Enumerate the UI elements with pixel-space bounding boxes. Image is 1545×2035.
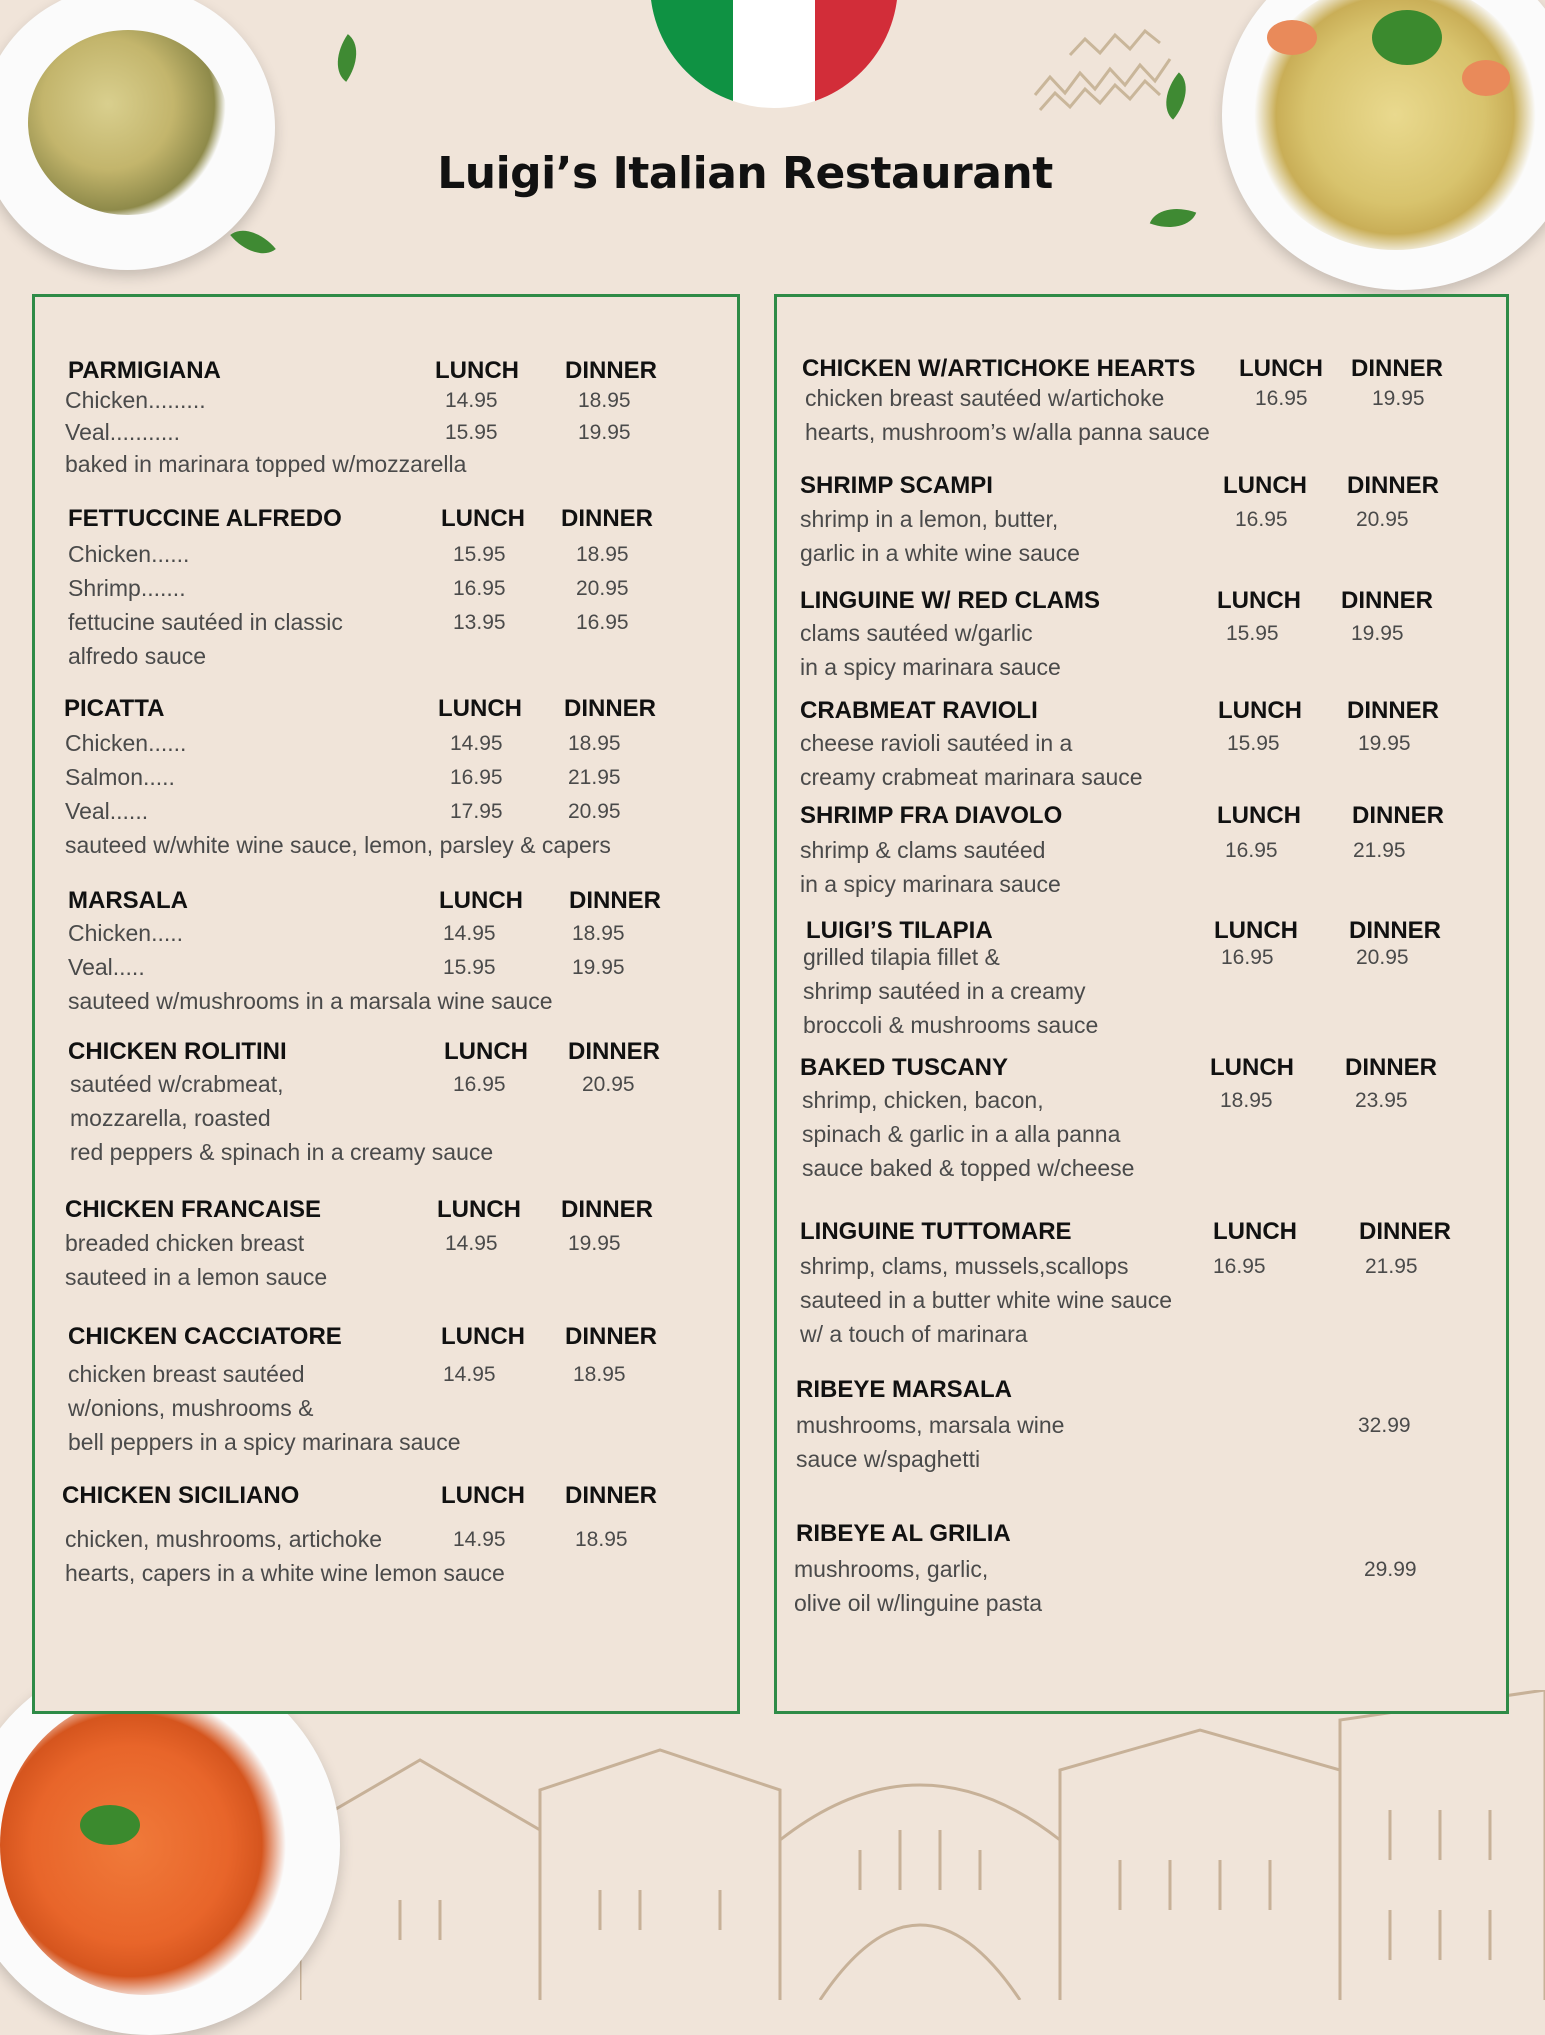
lunch-header: LUNCH xyxy=(1239,355,1323,382)
menu-item-description: sauce baked & topped w/cheese xyxy=(802,1155,1135,1181)
menu-item-label: Shrimp....... xyxy=(68,575,186,601)
dinner-header: DINNER xyxy=(1347,697,1440,724)
dinner-header: DINNER xyxy=(1352,802,1445,829)
menu-item-label: Salmon..... xyxy=(65,764,175,790)
menu-item-name: LINGUINE TUTTOMARE xyxy=(800,1218,1072,1245)
shrimp-food xyxy=(1267,20,1317,55)
menu-item-label: clams sautéed w/garlic xyxy=(800,620,1033,646)
menu-item-label: chicken, mushrooms, artichoke xyxy=(65,1526,383,1552)
dinner-price: 19.95 xyxy=(1351,622,1404,645)
lunch-price: 15.95 xyxy=(443,956,496,979)
dinner-price: 21.95 xyxy=(568,766,621,789)
menu-item-label: breaded chicken breast xyxy=(65,1230,305,1256)
leaf-decoration xyxy=(230,218,276,265)
menu-item-label: Chicken......... xyxy=(65,387,206,413)
lunch-price: 16.95 xyxy=(1213,1255,1266,1278)
menu-item-description: shrimp sautéed in a creamy xyxy=(803,978,1086,1004)
lunch-header: LUNCH xyxy=(1217,802,1301,829)
menu-item-label: chicken breast sautéed w/artichoke xyxy=(805,385,1165,411)
dinner-price: 18.95 xyxy=(568,732,621,755)
menu-item-name: PARMIGIANA xyxy=(68,357,221,384)
lunch-price: 18.95 xyxy=(1220,1089,1273,1112)
lunch-price: 16.95 xyxy=(450,766,503,789)
lunch-price: 16.95 xyxy=(453,1073,506,1096)
lunch-price: 16.95 xyxy=(1225,839,1278,862)
lunch-header: LUNCH xyxy=(441,1482,525,1509)
menu-item-label: Veal........... xyxy=(65,419,181,445)
dinner-price: 19.95 xyxy=(1372,387,1425,410)
menu-item-description: in a spicy marinara sauce xyxy=(800,654,1061,680)
dinner-header: DINNER xyxy=(1349,917,1442,944)
dinner-price: 19.95 xyxy=(568,1232,621,1255)
lunch-price: 15.95 xyxy=(453,543,506,566)
menu-item-label: shrimp, clams, mussels,scallops xyxy=(800,1253,1129,1279)
dinner-price: 16.95 xyxy=(576,611,629,634)
lunch-header: LUNCH xyxy=(441,505,525,532)
dinner-header: DINNER xyxy=(1351,355,1444,382)
menu-item-description: sauteed w/white wine sauce, lemon, parsley & capers xyxy=(65,832,611,858)
dinner-header: DINNER xyxy=(565,357,658,384)
lunch-price: 17.95 xyxy=(450,800,503,823)
restaurant-title: Luigi’s Italian Restaurant xyxy=(437,148,1053,199)
leaf-decoration xyxy=(325,34,369,82)
lunch-header: LUNCH xyxy=(444,1038,528,1065)
lunch-price: 16.95 xyxy=(1235,508,1288,531)
penne-food xyxy=(0,1695,290,1995)
flag-red-stripe xyxy=(815,0,898,108)
menu-item-description: sauteed in a lemon sauce xyxy=(65,1264,328,1290)
lunch-price: 14.95 xyxy=(443,922,496,945)
dinner-price: 19.95 xyxy=(572,956,625,979)
lunch-header: LUNCH xyxy=(441,1323,525,1350)
menu-item-name: RIBEYE MARSALA xyxy=(796,1376,1013,1403)
menu-item-label: Chicken...... xyxy=(65,730,187,756)
lunch-price: 15.95 xyxy=(1227,732,1280,755)
leaf-decoration xyxy=(1150,199,1196,237)
dinner-header: DINNER xyxy=(564,695,657,722)
menu-item-name: LUIGI’S TILAPIA xyxy=(806,917,993,944)
menu-item-name: MARSALA xyxy=(68,887,188,914)
lunch-header: LUNCH xyxy=(1213,1218,1297,1245)
menu-item-description: w/ a touch of marinara xyxy=(800,1321,1028,1347)
lunch-header: LUNCH xyxy=(1210,1054,1294,1081)
menu-item-name: CHICKEN SICILIANO xyxy=(62,1482,300,1509)
menu-item-description: alfredo sauce xyxy=(68,643,207,669)
menu-item-description: broccoli & mushrooms sauce xyxy=(803,1012,1099,1038)
menu-item-label: shrimp, chicken, bacon, xyxy=(802,1087,1044,1113)
menu-item-label: Veal...... xyxy=(65,798,149,824)
menu-item-name: SHRIMP FRA DIAVOLO xyxy=(800,802,1063,829)
lunch-header: LUNCH xyxy=(437,1196,521,1223)
menu-item-name: CHICKEN CACCIATORE xyxy=(68,1323,342,1350)
lunch-price: 16.95 xyxy=(1255,387,1308,410)
lunch-header: LUNCH xyxy=(435,357,519,384)
menu-item-label: Chicken..... xyxy=(68,920,184,946)
dinner-price: 18.95 xyxy=(572,922,625,945)
dinner-price: 32.99 xyxy=(1358,1414,1411,1437)
lunch-header: LUNCH xyxy=(1214,917,1298,944)
menu-item-name: PICATTA xyxy=(64,695,165,722)
lunch-price: 14.95 xyxy=(443,1363,496,1386)
dinner-header: DINNER xyxy=(561,505,654,532)
menu-item-description: olive oil w/linguine pasta xyxy=(794,1590,1043,1616)
lunch-price: 14.95 xyxy=(453,1528,506,1551)
basil-food xyxy=(80,1805,140,1845)
lunch-price: 13.95 xyxy=(453,611,506,634)
lunch-header: LUNCH xyxy=(438,695,522,722)
basil-food xyxy=(1372,10,1442,65)
menu-item-description: creamy crabmeat marinara sauce xyxy=(800,764,1143,790)
menu-item-label: sautéed w/crabmeat, xyxy=(70,1071,284,1097)
menu-item-description: w/onions, mushrooms & xyxy=(68,1395,314,1421)
dinner-header: DINNER xyxy=(568,1038,661,1065)
lunch-header: LUNCH xyxy=(1218,697,1302,724)
lunch-price: 14.95 xyxy=(445,389,498,412)
menu-item-description: bell peppers in a spicy marinara sauce xyxy=(68,1429,461,1455)
dinner-price: 18.95 xyxy=(573,1363,626,1386)
menu-item-name: CRABMEAT RAVIOLI xyxy=(800,697,1038,724)
dinner-price: 18.95 xyxy=(578,389,631,412)
dinner-price: 20.95 xyxy=(582,1073,635,1096)
menu-item-name: SHRIMP SCAMPI xyxy=(800,472,993,499)
menu-item-label: grilled tilapia fillet & xyxy=(803,944,1000,970)
menu-item-label: Veal..... xyxy=(68,954,145,980)
dinner-header: DINNER xyxy=(1347,472,1440,499)
menu-item-description: hearts, capers in a white wine lemon sauce xyxy=(65,1560,505,1586)
menu-panel-right xyxy=(774,294,1509,1714)
menu-item-name: BAKED TUSCANY xyxy=(800,1054,1009,1081)
menu-item-name: CHICKEN ROLITINI xyxy=(68,1038,287,1065)
menu-item-label: mushrooms, marsala wine xyxy=(796,1412,1065,1438)
menu-panel-left xyxy=(32,294,740,1714)
dinner-header: DINNER xyxy=(565,1323,658,1350)
lunch-header: LUNCH xyxy=(439,887,523,914)
lunch-price: 14.95 xyxy=(445,1232,498,1255)
lunch-price: 14.95 xyxy=(450,732,503,755)
menu-item-name: CHICKEN W/ARTICHOKE HEARTS xyxy=(802,355,1196,382)
menu-item-description: in a spicy marinara sauce xyxy=(800,871,1061,897)
menu-item-label: cheese ravioli sautéed in a xyxy=(800,730,1073,756)
menu-item-name: RIBEYE AL GRILIA xyxy=(796,1520,1011,1547)
dinner-header: DINNER xyxy=(1341,587,1434,614)
dinner-header: DINNER xyxy=(569,887,662,914)
lunch-price: 15.95 xyxy=(1226,622,1279,645)
menu-item-label: fettucine sautéed in classic xyxy=(68,609,343,635)
menu-item-name: FETTUCCINE ALFREDO xyxy=(68,505,342,532)
dinner-price: 20.95 xyxy=(1356,508,1409,531)
dinner-price: 20.95 xyxy=(568,800,621,823)
lunch-header: LUNCH xyxy=(1217,587,1301,614)
italian-flag-circle xyxy=(650,0,898,108)
menu-item-label: chicken breast sautéed xyxy=(68,1361,305,1387)
shrimp-spaghetti-plate-image xyxy=(1222,0,1545,290)
dinner-price: 20.95 xyxy=(576,577,629,600)
lunch-price: 16.95 xyxy=(1221,946,1274,969)
menu-item-name: LINGUINE W/ RED CLAMS xyxy=(800,587,1100,614)
menu-item-label: shrimp & clams sautéed xyxy=(800,837,1046,863)
dinner-price: 19.95 xyxy=(578,421,631,444)
menu-item-label: mushrooms, garlic, xyxy=(794,1556,989,1582)
lunch-price: 15.95 xyxy=(445,421,498,444)
menu-item-description: sauteed w/mushrooms in a marsala wine sauce xyxy=(68,988,553,1014)
dinner-price: 21.95 xyxy=(1365,1255,1418,1278)
dinner-header: DINNER xyxy=(561,1196,654,1223)
pesto-pasta-plate-image xyxy=(0,0,275,270)
dinner-header: DINNER xyxy=(1359,1218,1452,1245)
lunch-header: LUNCH xyxy=(1223,472,1307,499)
menu-item-name: CHICKEN FRANCAISE xyxy=(65,1196,322,1223)
dinner-price: 18.95 xyxy=(575,1528,628,1551)
dinner-price: 29.99 xyxy=(1364,1558,1417,1581)
menu-item-description: sauteed in a butter white wine sauce xyxy=(800,1287,1173,1313)
flag-white-stripe xyxy=(733,0,816,108)
menu-item-description: baked in marinara topped w/mozzarella xyxy=(65,451,467,477)
zigzag-decoration xyxy=(1030,15,1175,115)
dinner-price: 19.95 xyxy=(1358,732,1411,755)
dinner-price: 23.95 xyxy=(1355,1089,1408,1112)
dinner-price: 18.95 xyxy=(576,543,629,566)
venice-building-sketch xyxy=(300,1690,1545,2000)
dinner-price: 21.95 xyxy=(1353,839,1406,862)
menu-item-description: mozzarella, roasted xyxy=(70,1105,271,1131)
dinner-price: 20.95 xyxy=(1356,946,1409,969)
menu-item-description: spinach & garlic in a alla panna xyxy=(802,1121,1121,1147)
menu-item-description: red peppers & spinach in a creamy sauce xyxy=(70,1139,494,1165)
lunch-price: 16.95 xyxy=(453,577,506,600)
flag-green-stripe xyxy=(650,0,733,108)
menu-item-description: hearts, mushroom’s w/alla panna sauce xyxy=(805,419,1210,445)
menu-item-label: Chicken...... xyxy=(68,541,190,567)
dinner-header: DINNER xyxy=(1345,1054,1438,1081)
dinner-header: DINNER xyxy=(565,1482,658,1509)
menu-item-label: shrimp in a lemon, butter, xyxy=(800,506,1059,532)
menu-item-description: garlic in a white wine sauce xyxy=(800,540,1080,566)
menu-item-description: sauce w/spaghetti xyxy=(796,1446,981,1472)
shrimp-food xyxy=(1462,60,1510,96)
